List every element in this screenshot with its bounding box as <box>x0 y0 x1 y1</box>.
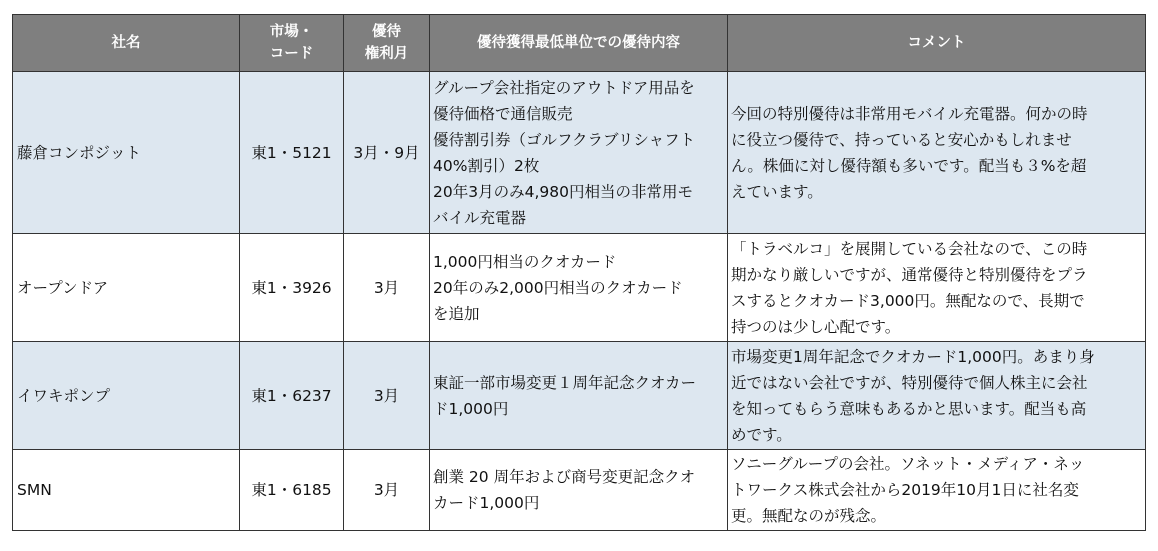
table-header <box>13 15 1146 72</box>
rights-month-cell: 3月 <box>344 234 430 342</box>
header-row <box>13 15 1146 72</box>
company-name-cell: SMN <box>13 450 240 531</box>
table-row <box>13 72 1146 234</box>
comment-cell: ソニーグループの会社。ソネット・メディア・ネッ トワークス株式会社から2019年10月1日に社名変 更。無配なのが残念。 <box>728 450 1146 531</box>
benefit-content-cell: グループ会社指定のアウトドア用品を 優待価格で通信販売 優待割引券（ゴルフクラブリシャフト 40%割引）2枚 20年3月のみ4,980円相当の非常用モ バイル充電器 <box>430 72 728 234</box>
table-row <box>13 450 1146 531</box>
company-name-cell: オープンドア <box>13 234 240 342</box>
rights-month-cell: 3月 <box>344 450 430 531</box>
shareholder-benefits-table <box>12 14 1146 531</box>
market-code-cell: 東1・3926 <box>240 234 344 342</box>
market-code-cell: 東1・6185 <box>240 450 344 531</box>
benefit-content-cell: 東証一部市場変更１周年記念クオカー ド1,000円 <box>430 342 728 450</box>
table-row <box>13 234 1146 342</box>
table-body <box>13 72 1146 531</box>
header-comment: コメント <box>728 15 1146 72</box>
comment-cell: 今回の特別優待は非常用モバイル充電器。何かの時 に役立つ優待で、持っていると安心かもしれませ ん。株価に対し優待額も多いです。配当も３%を超 えています。 <box>728 72 1146 234</box>
company-name-cell: 藤倉コンポジット <box>13 72 240 234</box>
table-row <box>13 342 1146 450</box>
market-code-cell: 東1・6237 <box>240 342 344 450</box>
company-name-cell: イワキポンプ <box>13 342 240 450</box>
header-benefit-content: 優待獲得最低単位での優待内容 <box>430 15 728 72</box>
rights-month-cell: 3月 <box>344 342 430 450</box>
benefit-content-cell: 創業 20 周年および商号変更記念クオ カード1,000円 <box>430 450 728 531</box>
rights-month-cell: 3月・9月 <box>344 72 430 234</box>
header-rights-month: 優待 権利月 <box>344 15 430 72</box>
comment-cell: 市場変更1周年記念でクオカード1,000円。あまり身 近ではない会社ですが、特別優待で個人株主に会社 を知ってもらう意味もあるかと思います。配当も高 めです。 <box>728 342 1146 450</box>
comment-cell: 「トラベルコ」を展開している会社なので、この時 期かなり厳しいですが、通常優待と特別優待をプラ スするとクオカード3,000円。無配なので、長期で 持つのは少し心配です。 <box>728 234 1146 342</box>
header-company-name: 社名 <box>13 15 240 72</box>
benefits-table-wrapper <box>12 14 1146 531</box>
header-market-code: 市場・ コード <box>240 15 344 72</box>
market-code-cell: 東1・5121 <box>240 72 344 234</box>
benefit-content-cell: 1,000円相当のクオカード 20年のみ2,000円相当のクオカード を追加 <box>430 234 728 342</box>
